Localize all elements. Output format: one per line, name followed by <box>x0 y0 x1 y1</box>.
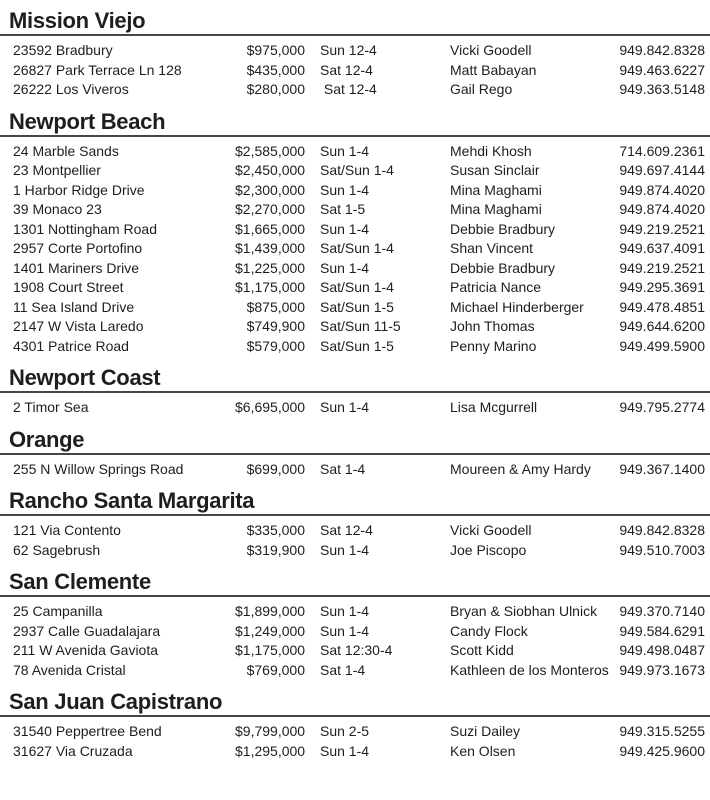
listing-address: 23 Montpellier <box>13 162 101 178</box>
listing-open-time: Sat 12:30-4 <box>320 642 393 658</box>
listing-price: $335,000 <box>246 522 305 538</box>
listing-agent: Candy Flock <box>450 622 528 639</box>
listing-agent: Moureen & Amy Hardy <box>450 460 591 477</box>
listing-phone: 949.425.9600 <box>619 742 705 759</box>
listing-table <box>0 393 710 418</box>
listing-agent: Scott Kidd <box>450 642 514 658</box>
listing-phone: 949.363.5148 <box>619 81 705 97</box>
listing-address: 2147 W Vista Laredo <box>13 318 144 334</box>
listing-address: 78 Avenida Cristal <box>13 661 126 678</box>
listing-price: $1,899,000 <box>235 603 306 619</box>
city-section <box>0 489 710 560</box>
listing-price: $319,900 <box>246 541 305 558</box>
listing-address: 2957 Corte Portofino <box>13 240 143 256</box>
listing-address: 26827 Park Terrace Ln 128 <box>13 61 182 78</box>
listing-table <box>0 516 710 560</box>
city-heading: Rancho Santa Margarita <box>9 488 255 513</box>
listing-phone: 949.973.1673 <box>619 661 705 678</box>
listing-open-time: Sat/Sun 1-4 <box>320 240 394 256</box>
listing-agent: Bryan & Siobhan Ulnick <box>450 603 598 619</box>
listing-open-time: Sun 12-4 <box>320 42 377 58</box>
listing-agent: Mina Maghami <box>450 181 542 198</box>
listing-row <box>0 161 710 181</box>
listing-phone: 949.644.6200 <box>619 318 705 334</box>
listing-price: $1,249,000 <box>235 622 306 639</box>
listing-address: 4301 Patrice Road <box>13 337 129 354</box>
listing-open-time: Sun 1-4 <box>320 603 370 619</box>
listing-agent: Shan Vincent <box>450 240 534 256</box>
listing-price: $2,585,000 <box>235 142 306 159</box>
listing-price: $2,300,000 <box>235 181 306 198</box>
listing-agent: Ken Olsen <box>450 742 516 759</box>
listing-price: $1,295,000 <box>235 742 306 759</box>
listing-open-time: Sun 1-4 <box>320 220 370 237</box>
city-heading: Mission Viejo <box>9 8 146 33</box>
listing-phone: 949.370.7140 <box>619 603 705 619</box>
listing-address: 1401 Mariners Drive <box>13 259 140 276</box>
listing-agent: Vicki Goodell <box>450 42 532 58</box>
listing-phone: 949.463.6227 <box>619 61 705 78</box>
listing-open-time: Sun 1-4 <box>320 142 370 159</box>
listing-row <box>0 80 710 100</box>
listing-open-time: Sat 12-4 <box>320 522 373 538</box>
listing-table <box>0 36 710 100</box>
listing-open-time: Sun 1-4 <box>320 181 370 198</box>
listing-price: $1,665,000 <box>235 220 306 237</box>
listing-open-time: Sat/Sun 1-5 <box>320 298 394 315</box>
listing-row <box>0 641 710 661</box>
listing-row <box>0 181 710 201</box>
listing-address: 31627 Via Cruzada <box>13 742 133 759</box>
listing-address: 23592 Bradbury <box>13 42 113 58</box>
listing-price: $975,000 <box>246 42 305 58</box>
listing-open-time: Sat/Sun 1-5 <box>320 337 394 354</box>
listing-phone: 949.498.0487 <box>619 642 705 658</box>
listing-open-time: Sat 1-4 <box>320 661 366 678</box>
listing-agent: Vicki Goodell <box>450 522 532 538</box>
listing-row <box>0 337 710 357</box>
listing-row <box>0 298 710 318</box>
listing-row <box>0 742 710 762</box>
listing-address: 11 Sea Island Drive <box>13 298 135 315</box>
listing-phone: 949.219.2521 <box>619 220 705 237</box>
listing-address: 26222 Los Viveros <box>13 81 129 97</box>
listing-row <box>0 460 710 480</box>
listing-price: $6,695,000 <box>235 399 306 415</box>
listing-price: $2,270,000 <box>235 201 306 217</box>
listing-open-time: Sat/Sun 1-4 <box>320 279 394 295</box>
listing-open-time: Sun 2-5 <box>320 723 370 739</box>
listing-agent: Gail Rego <box>450 81 513 97</box>
listing-phone: 949.874.4020 <box>619 201 705 217</box>
listing-phone: 949.219.2521 <box>619 259 705 276</box>
listing-phone: 714.609.2361 <box>619 142 705 159</box>
listing-agent: Debbie Bradbury <box>450 220 556 237</box>
listing-phone: 949.874.4020 <box>619 181 705 198</box>
listing-price: $280,000 <box>246 81 305 97</box>
listing-price: $435,000 <box>246 61 305 78</box>
listing-agent: Mehdi Khosh <box>450 142 532 159</box>
listing-row <box>0 142 710 162</box>
listing-agent: Patricia Nance <box>450 279 542 295</box>
listing-agent: Michael Hinderberger <box>450 298 584 315</box>
listing-row <box>0 41 710 61</box>
listing-price: $1,175,000 <box>235 642 306 658</box>
listing-phone: 949.842.8328 <box>619 522 705 538</box>
listing-row <box>0 200 710 220</box>
listing-agent: Joe Piscopo <box>450 541 527 558</box>
listing-row <box>0 661 710 681</box>
listing-agent: Debbie Bradbury <box>450 259 556 276</box>
listing-row <box>0 317 710 337</box>
listing-agent: Susan Sinclair <box>450 162 540 178</box>
listing-address: 121 Via Contento <box>13 522 121 538</box>
listing-price: $769,000 <box>246 661 305 678</box>
listing-table <box>0 597 710 680</box>
listing-agent: Matt Babayan <box>450 61 537 78</box>
listing-agent: Suzi Dailey <box>450 723 521 739</box>
listing-row <box>0 521 710 541</box>
city-heading: Orange <box>9 426 85 452</box>
listing-address: 211 W Avenida Gaviota <box>13 642 159 658</box>
listing-address: 1301 Nottingham Road <box>13 220 157 237</box>
listing-open-time: Sun 1-4 <box>320 541 370 558</box>
listing-agent: Mina Maghami <box>450 201 542 217</box>
listing-address: 24 Marble Sands <box>13 142 119 159</box>
listing-price: $1,175,000 <box>235 279 306 295</box>
listing-price: $9,799,000 <box>235 723 306 739</box>
listing-address: 2 Timor Sea <box>13 399 89 415</box>
listing-open-time: Sat 1-4 <box>320 460 366 477</box>
listing-phone: 949.499.5900 <box>619 337 705 354</box>
city-section <box>0 366 710 418</box>
listing-address: 2937 Calle Guadalajara <box>13 622 161 639</box>
listing-open-time: Sun 1-4 <box>320 622 370 639</box>
listing-row <box>0 622 710 642</box>
listing-open-time: Sat/Sun 11-5 <box>320 318 401 334</box>
listing-phone: 949.637.4091 <box>619 240 705 256</box>
city-section <box>0 428 710 480</box>
listing-phone: 949.795.2774 <box>619 399 705 415</box>
listing-open-time: Sat/Sun 1-4 <box>320 162 394 178</box>
listing-phone: 949.697.4144 <box>619 162 705 178</box>
listing-phone: 949.315.5255 <box>619 723 705 739</box>
listing-price: $1,225,000 <box>235 259 306 276</box>
listing-price: $2,450,000 <box>235 162 306 178</box>
listing-agent: Kathleen de los Monteros <box>450 661 609 678</box>
listing-phone: 949.584.6291 <box>619 622 705 639</box>
listing-address: 62 Sagebrush <box>13 541 101 558</box>
listing-phone: 949.367.1400 <box>619 460 705 477</box>
listing-open-time: Sat 12-4 <box>320 61 373 78</box>
listing-row <box>0 722 710 742</box>
listing-row <box>0 541 710 561</box>
listing-address: 39 Monaco 23 <box>13 201 102 217</box>
listing-address: 31540 Peppertree Bend <box>13 723 162 739</box>
listing-row <box>0 259 710 279</box>
listing-row <box>0 61 710 81</box>
listing-phone: 949.295.3691 <box>619 279 705 295</box>
listing-price: $1,439,000 <box>235 240 306 256</box>
listing-address: 25 Campanilla <box>13 603 103 619</box>
listing-row <box>0 239 710 259</box>
listing-phone: 949.478.4851 <box>619 298 705 315</box>
listing-address: 1908 Court Street <box>13 279 124 295</box>
listing-price: $875,000 <box>246 298 305 315</box>
listing-open-time: Sat 1-5 <box>320 201 366 217</box>
listing-price: $699,000 <box>246 460 305 477</box>
city-section <box>0 690 710 761</box>
city-section <box>0 110 710 357</box>
listing-address: 255 N Willow Springs Road <box>13 460 184 477</box>
listing-table <box>0 717 710 761</box>
listing-phone: 949.510.7003 <box>619 541 705 558</box>
listing-agent: Penny Marino <box>450 337 537 354</box>
listing-open-time: Sun 1-4 <box>320 399 370 415</box>
listing-price: $579,000 <box>246 337 305 354</box>
listing-open-time: Sun 1-4 <box>320 742 370 759</box>
listing-row <box>0 602 710 622</box>
listing-row <box>0 220 710 240</box>
listing-phone: 949.842.8328 <box>619 42 705 58</box>
listing-agent: Lisa Mcgurrell <box>450 399 538 415</box>
city-heading: San Clemente <box>9 569 151 594</box>
listing-table <box>0 455 710 480</box>
listing-row <box>0 278 710 298</box>
listing-open-time: Sun 1-4 <box>320 259 370 276</box>
city-heading: Newport Coast <box>9 365 161 390</box>
listing-price: $749,900 <box>246 318 305 334</box>
listing-address: 1 Harbor Ridge Drive <box>13 181 145 198</box>
listing-table <box>0 137 710 357</box>
listing-row <box>0 398 710 418</box>
city-heading: San Juan Capistrano <box>9 689 223 714</box>
city-section <box>0 9 710 100</box>
city-heading: Newport Beach <box>9 108 166 134</box>
listing-agent: John Thomas <box>450 318 535 334</box>
listing-open-time: Sat 12-4 <box>320 81 377 97</box>
city-section <box>0 570 710 680</box>
